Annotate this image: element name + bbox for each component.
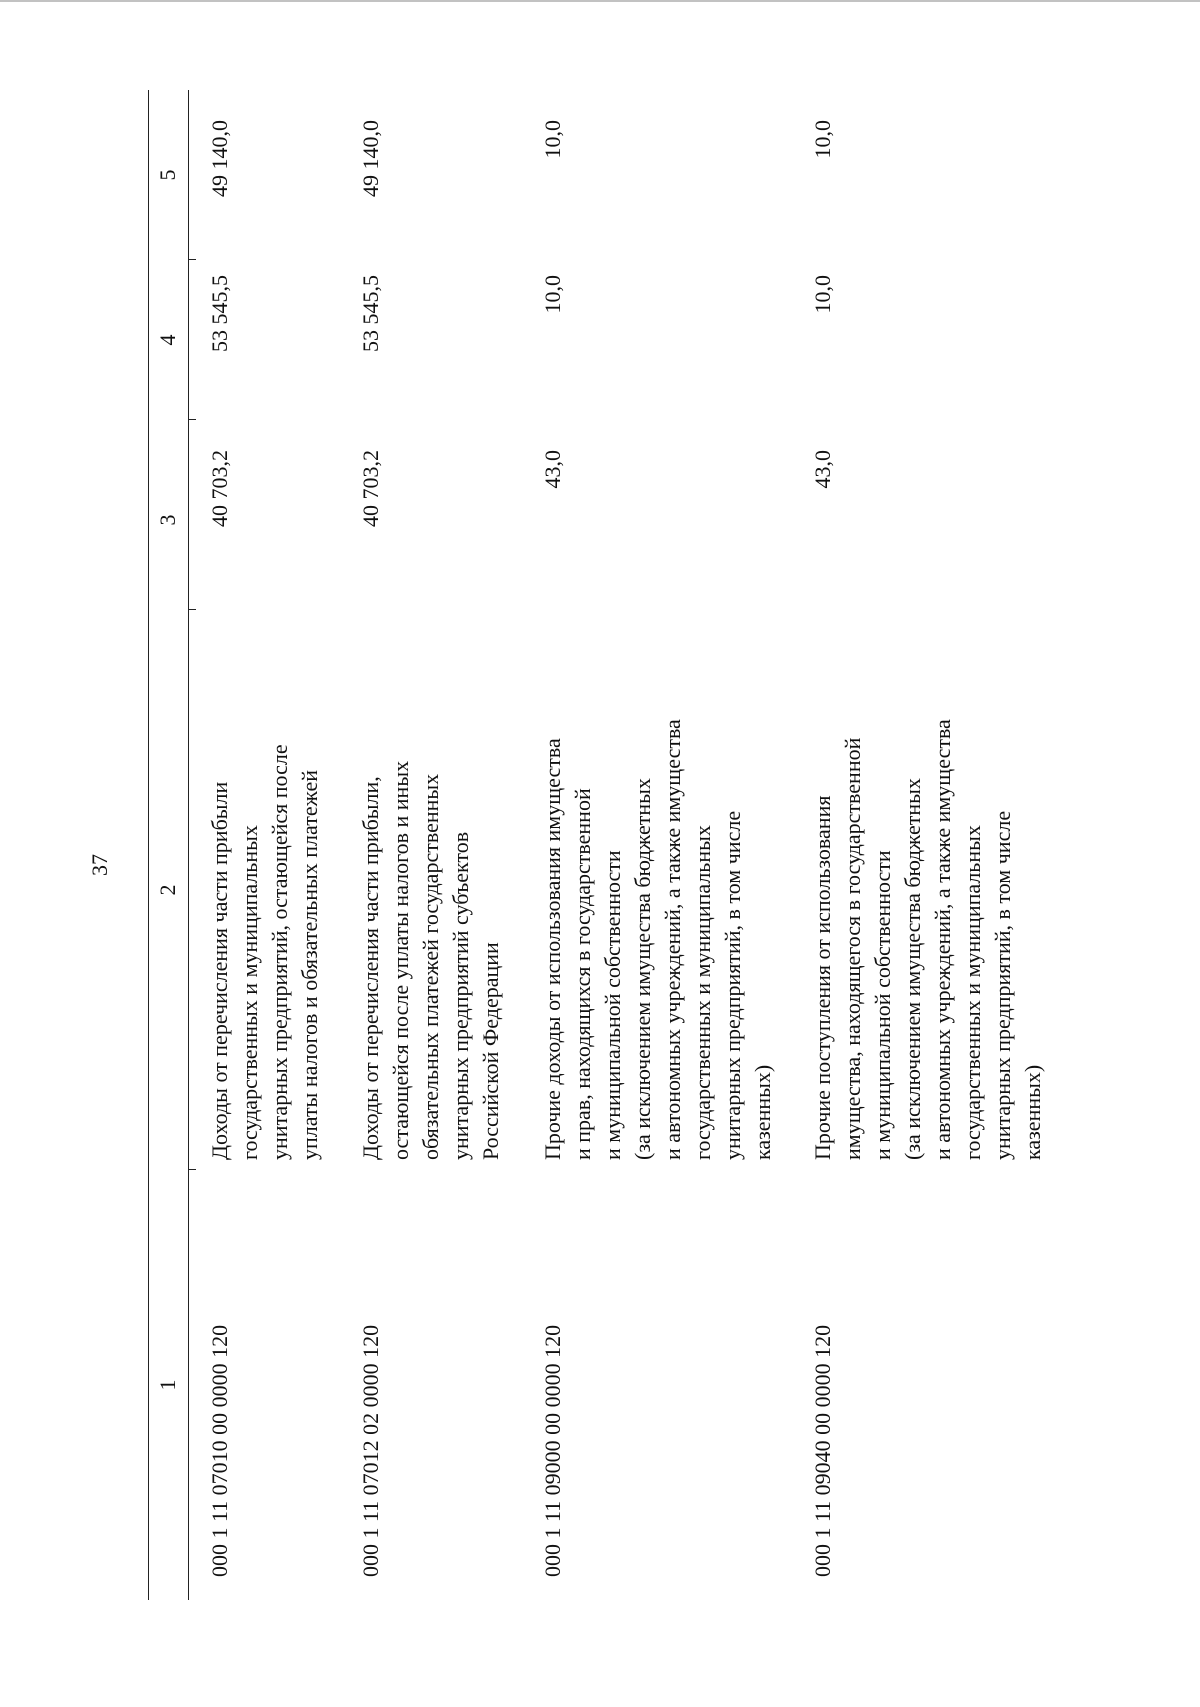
- row-2-code: 000 1 11 07012 02 0000 120: [358, 1324, 383, 1577]
- column-header-2: 2: [155, 884, 180, 896]
- row-1-col4: 53 545,5: [207, 275, 232, 352]
- scan-top-edge: [0, 0, 1200, 2]
- header-bottom-rule: [188, 90, 189, 1600]
- header-top-rule: [148, 90, 149, 1600]
- row-3-name-line-8: казенных): [750, 1064, 775, 1160]
- row-3-code: 000 1 11 09000 00 0000 120: [540, 1324, 565, 1577]
- row-3-name-line-1: Прочие доходы от использования имущества: [540, 738, 565, 1160]
- row-1-name-line-1: Доходы от перечисления части прибыли: [207, 781, 232, 1160]
- header-divider-2: [188, 609, 196, 610]
- row-2-name-line-4: унитарных предприятий субъектов: [448, 831, 473, 1160]
- row-3-col5: 10,0: [540, 120, 565, 159]
- row-1-code: 000 1 11 07010 00 0000 120: [207, 1324, 232, 1577]
- column-header-1: 1: [155, 1379, 180, 1391]
- row-3-col3: 43,0: [540, 450, 565, 489]
- row-4-name-line-2: имущества, находящегося в государственной: [840, 737, 865, 1160]
- row-1-name-line-3: унитарных предприятий, остающейся после: [267, 744, 292, 1160]
- page-number: 37: [87, 854, 112, 876]
- row-4-col3: 43,0: [810, 450, 835, 489]
- row-3-name-line-5: и автономных учреждений, а также имущества: [660, 719, 685, 1160]
- column-header-4: 4: [155, 334, 180, 346]
- row-3-name-line-4: (за исключением имущества бюджетных: [630, 778, 655, 1160]
- row-3-col4: 10,0: [540, 275, 565, 314]
- row-4-col4: 10,0: [810, 275, 835, 314]
- row-4-name-line-5: и автономных учреждений, а также имущества: [930, 719, 955, 1160]
- row-4-name-line-3: и муниципальной собственности: [870, 850, 895, 1160]
- row-4-name-line-4: (за исключением имущества бюджетных: [900, 778, 925, 1160]
- row-2-name-line-1: Доходы от перечисления части прибыли,: [358, 776, 383, 1160]
- row-3-name-line-7: унитарных предприятий, в том числе: [720, 810, 745, 1160]
- rotated-table: [120, 90, 1045, 1600]
- column-header-3: 3: [155, 514, 180, 526]
- row-4-name-line-8: казенных): [1020, 1064, 1045, 1160]
- row-3-name-line-3: и муниципальной собственности: [600, 850, 625, 1160]
- header-divider-3: [188, 419, 196, 420]
- row-1-col3: 40 703,2: [207, 450, 232, 527]
- row-1-name-line-2: государственных и муниципальных: [237, 825, 262, 1160]
- row-4-col5: 10,0: [810, 120, 835, 159]
- row-3-name-line-2: и прав, находящихся в государственной: [570, 788, 595, 1160]
- row-4-code: 000 1 11 09040 00 0000 120: [810, 1324, 835, 1577]
- row-3-name-line-6: государственных и муниципальных: [690, 825, 715, 1160]
- row-4-name-line-7: унитарных предприятий, в том числе: [990, 810, 1015, 1160]
- row-2-col5: 49 140,0: [358, 120, 383, 197]
- row-2-col4: 53 545,5: [358, 275, 383, 352]
- header-divider-1: [188, 1169, 196, 1170]
- row-1-col5: 49 140,0: [207, 120, 232, 197]
- row-1-name-line-4: уплаты налогов и обязательных платежей: [297, 769, 322, 1160]
- column-header-5: 5: [155, 169, 180, 181]
- row-2-name-line-2: остающейся после уплаты налогов и иных: [388, 760, 413, 1160]
- row-4-name-line-1: Прочие поступления от использования: [810, 795, 835, 1160]
- row-2-name-line-3: обязательных платежей государственных: [418, 773, 443, 1160]
- row-2-name-line-5: Российской Федерации: [478, 942, 503, 1160]
- row-4-name-line-6: государственных и муниципальных: [960, 825, 985, 1160]
- header-divider-4: [188, 259, 196, 260]
- row-2-col3: 40 703,2: [358, 450, 383, 527]
